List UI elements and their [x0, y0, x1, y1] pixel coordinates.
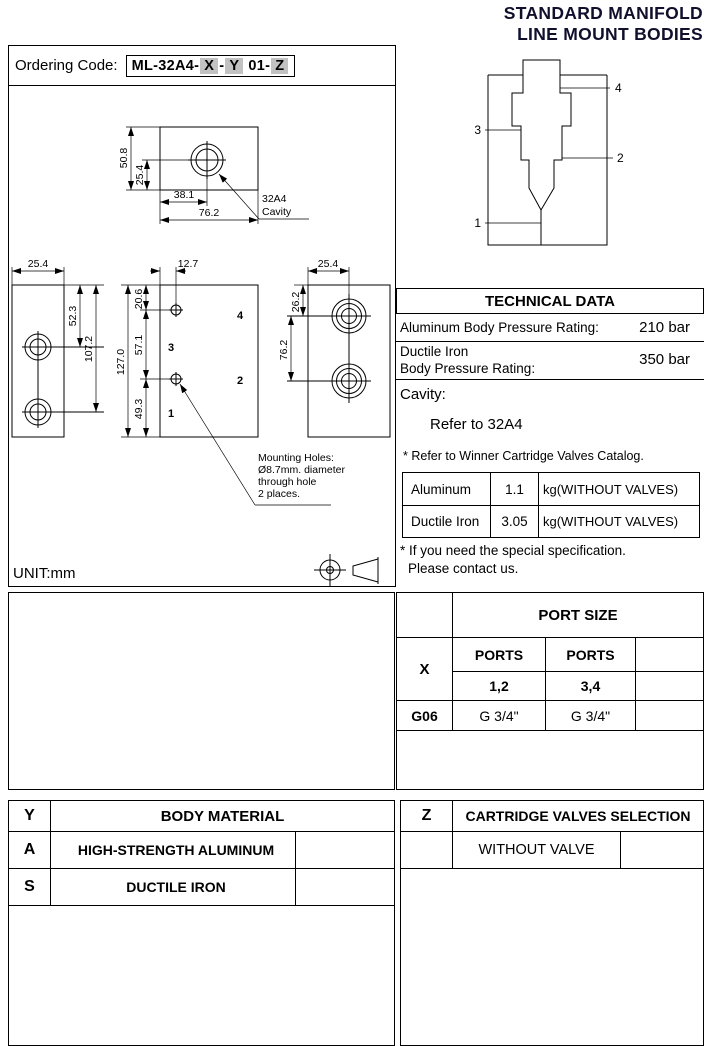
body-material-table	[8, 800, 395, 1046]
mounting-note-line3: through hole	[258, 476, 317, 488]
port-size-empty-cell	[636, 701, 703, 731]
technical-drawings	[9, 86, 395, 586]
front-view	[160, 285, 258, 437]
port-size-x-label: X	[397, 638, 453, 701]
port-size-value-1: G 3/4"	[453, 701, 546, 731]
front-port-2-label: 2	[236, 375, 244, 387]
ductile-pressure-label-line1: Ductile Iron	[400, 343, 469, 359]
cavity-callout-line2: Cavity	[262, 206, 292, 218]
port-size-table	[396, 592, 704, 790]
technical-data-title: TECHNICAL DATA	[396, 288, 704, 314]
body-material-empty-cell	[296, 832, 394, 869]
weight-unit: kg(WITHOUT VALVES)	[543, 481, 679, 497]
dim-127-0: 127.0	[115, 348, 127, 376]
weight-material: Aluminum	[403, 473, 491, 505]
dim-20-6: 20.6	[133, 288, 145, 310]
code-separator: -	[219, 57, 225, 74]
body-material-empty-cell	[296, 869, 394, 906]
ports-sub-1: 1,2	[453, 672, 546, 701]
unit-label: UNIT:mm	[13, 565, 76, 582]
schematic-port-4-label: 4	[615, 81, 622, 95]
port-size-title: PORT SIZE	[453, 593, 703, 638]
cartridge-option: WITHOUT VALVE	[453, 832, 621, 869]
weight-row-aluminum	[403, 473, 699, 505]
dim-25-4-top: 25.4	[134, 164, 146, 186]
special-note-line2: Please contact us.	[408, 560, 519, 576]
dim-25-4-left: 25.4	[27, 258, 49, 270]
body-material-title: BODY MATERIAL	[51, 801, 394, 832]
aluminum-pressure-row	[396, 314, 704, 342]
body-material-y-label: Y	[9, 801, 51, 832]
weight-value: 3.05	[491, 506, 539, 537]
aluminum-pressure-label: Aluminum Body Pressure Rating:	[400, 320, 599, 335]
code-mid: 01-	[248, 57, 271, 74]
ductile-pressure-label-line2: Body Pressure Rating:	[400, 360, 536, 376]
cavity-schematic	[450, 48, 700, 263]
cartridge-valves-table	[400, 800, 704, 1046]
code-option-z: Z	[271, 58, 288, 74]
front-port-4-label: 4	[236, 310, 244, 322]
dim-38-1: 38.1	[173, 189, 195, 201]
weights-table	[402, 472, 700, 538]
cavity-label: Cavity:	[400, 386, 446, 403]
ports-header-2: PORTS	[546, 638, 636, 672]
weight-material: Ductile Iron	[403, 506, 491, 537]
port-size-empty-cell	[636, 638, 703, 672]
ductile-pressure-row	[396, 342, 704, 380]
port-size-value-2: G 3/4"	[546, 701, 636, 731]
port-size-code-g06: G06	[397, 701, 453, 731]
ductile-pressure-label	[400, 344, 535, 378]
mounting-note	[258, 452, 345, 500]
cartridge-empty-code-cell	[401, 832, 453, 869]
dim-107-2: 107.2	[83, 335, 95, 363]
front-port-1-label: 1	[167, 408, 175, 420]
schematic-port-1-label: 1	[474, 216, 481, 230]
cavity-callout-line1: 32A4	[262, 193, 287, 205]
ports-sub-2: 3,4	[546, 672, 636, 701]
right-view-dimensions	[278, 258, 349, 381]
dim-26-2: 26.2	[290, 291, 302, 313]
ductile-pressure-value: 350 bar	[639, 351, 690, 369]
empty-panel	[8, 592, 395, 790]
top-view-dimensions	[118, 127, 309, 224]
ordering-code-value	[126, 55, 296, 77]
schematic-port-2-label: 2	[617, 151, 624, 165]
cavity-port-leaders	[485, 88, 613, 223]
front-port-3-label: 3	[167, 342, 175, 354]
body-material-code-s: S	[9, 869, 51, 906]
dim-76-2-right: 76.2	[278, 339, 290, 361]
left-view-dimensions	[12, 258, 104, 412]
page-title	[504, 3, 703, 44]
body-material-label-s: DUCTILE IRON	[51, 869, 296, 906]
page-title-line2: LINE MOUNT BODIES	[517, 23, 703, 44]
dim-50-8: 50.8	[118, 147, 130, 169]
mounting-note-line1: Mounting Holes:	[258, 452, 334, 464]
dim-25-4-right: 25.4	[317, 258, 339, 270]
drawing-panel	[8, 45, 396, 587]
special-note	[400, 542, 626, 577]
ordering-code-row	[9, 46, 395, 86]
port-size-blank-cell	[397, 593, 453, 638]
dim-49-3: 49.3	[133, 398, 145, 420]
weight-unit: kg(WITHOUT VALVES)	[543, 514, 679, 529]
schematic-port-3-label: 3	[474, 123, 481, 137]
mounting-note-line2: Ø8.7mm. diameter	[258, 464, 345, 476]
weight-value: 1.1	[491, 473, 539, 505]
code-option-x: X	[200, 58, 218, 74]
code-prefix: ML-32A4-	[131, 57, 200, 74]
dim-76-2-top: 76.2	[198, 207, 220, 219]
dim-57-1: 57.1	[133, 334, 145, 356]
code-option-y: Y	[225, 58, 243, 74]
cavity-value: Refer to 32A4	[430, 416, 523, 433]
aluminum-pressure-value: 210 bar	[639, 319, 690, 336]
top-view	[160, 127, 258, 190]
body-material-code-a: A	[9, 832, 51, 869]
special-note-line1: * If you need the special specification.	[400, 543, 626, 558]
body-material-label-a: HIGH-STRENGTH ALUMINUM	[51, 832, 296, 869]
mounting-note-line4: 2 places.	[258, 488, 301, 500]
ports-header-1: PORTS	[453, 638, 546, 672]
truncated-cone-icon	[353, 557, 378, 584]
ordering-code-label: Ordering Code:	[15, 57, 118, 74]
cartridge-empty-cell	[621, 832, 703, 869]
right-view	[287, 285, 390, 437]
catalog-note: * Refer to Winner Cartridge Valves Catalog.	[403, 449, 644, 463]
dim-52-3: 52.3	[67, 305, 79, 327]
page-title-line1: STANDARD MANIFOLD	[503, 3, 703, 23]
port-size-empty-cell	[636, 672, 703, 701]
cartridge-z-label: Z	[401, 801, 453, 832]
dim-12-7: 12.7	[177, 258, 199, 270]
weight-row-ductile-iron	[403, 505, 699, 537]
projection-target-icon	[314, 554, 346, 586]
cartridge-title: CARTRIDGE VALVES SELECTION	[453, 801, 703, 832]
